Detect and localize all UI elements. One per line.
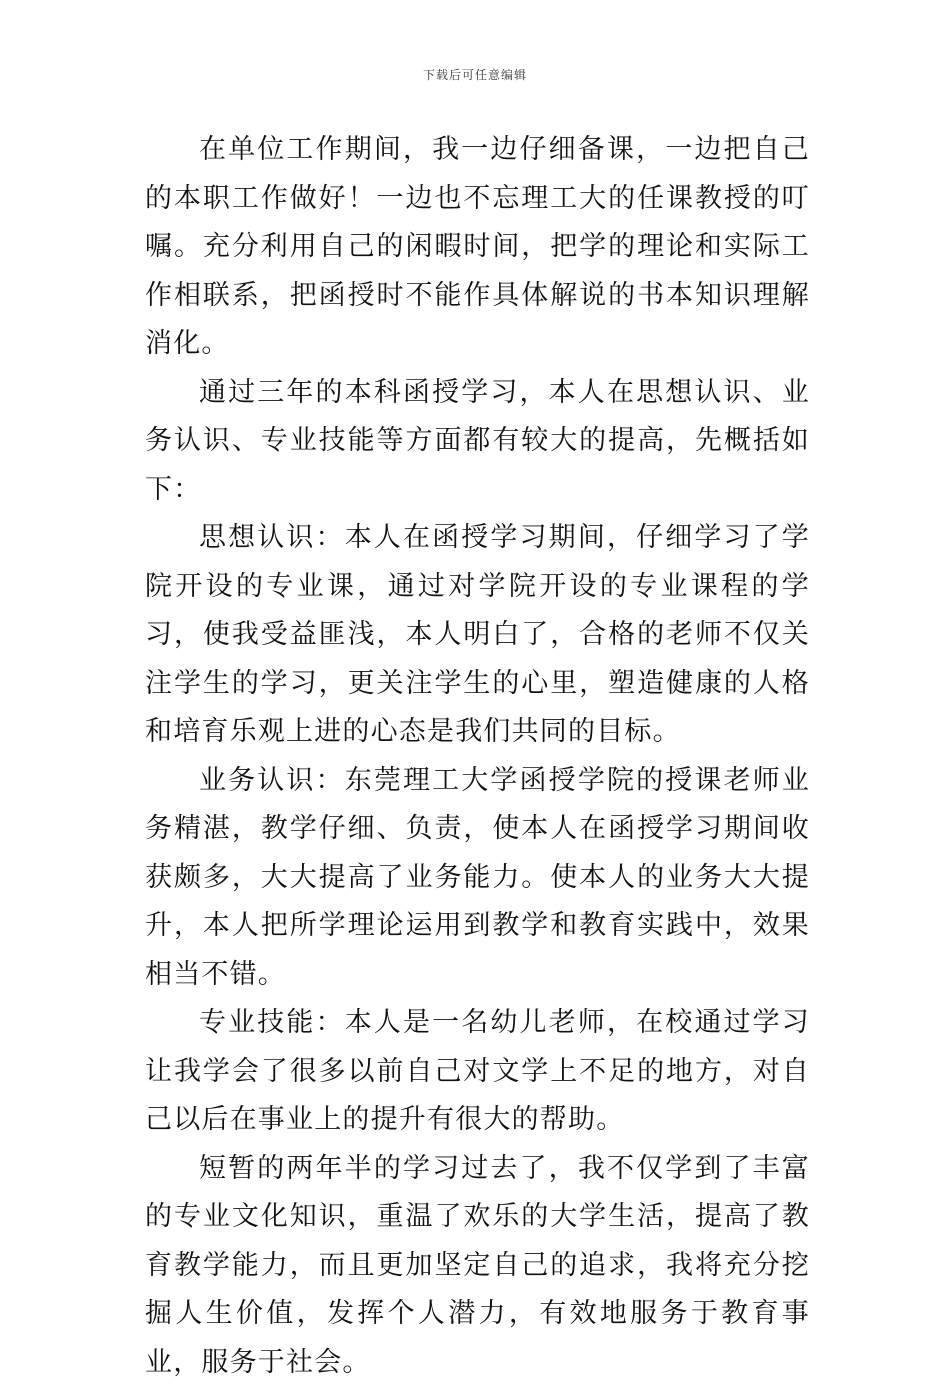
paragraph-4: 业务认识：东莞理工大学函授学院的授课老师业务精湛，教学仔细、负责，使本人在函授学习期间收获颇多，大大提高了业务能力。使本人的业务大大提升，本人把所学理论运用到教学和教育实践中，效果相当不错。: [145, 757, 810, 1000]
document-body: [145, 126, 810, 1387]
paragraph-5: 专业技能：本人是一名幼儿老师，在校通过学习让我学会了很多以前自己对文学上不足的地方，对自己以后在事业上的提升有很大的帮助。: [145, 999, 810, 1145]
paragraph-6: 短暂的两年半的学习过去了，我不仅学到了丰富的专业文化知识，重温了欢乐的大学生活，提高了教育教学能力，而且更加坚定自己的追求，我将充分挖掘人生价值，发挥个人潜力，有效地服务于教育事业，服务于社会。: [145, 1145, 810, 1387]
paragraph-1: 在单位工作期间，我一边仔细备课，一边把自己的本职工作做好！一边也不忘理工大的任课教授的叮嘱。充分利用自己的闲暇时间，把学的理论和实际工作相联系，把函授时不能作具体解说的书本知识理解消化。: [145, 126, 810, 369]
header-note: 下载后可任意编辑: [0, 66, 950, 83]
paragraph-2: 通过三年的本科函授学习，本人在思想认识、业务认识、专业技能等方面都有较大的提高，先概括如下：: [145, 369, 810, 515]
paragraph-3: 思想认识：本人在函授学习期间，仔细学习了学院开设的专业课，通过对学院开设的专业课程的学习，使我受益匪浅，本人明白了，合格的老师不仅关注学生的学习，更关注学生的心里，塑造健康的人格和培育乐观上进的心态是我们共同的目标。: [145, 514, 810, 757]
